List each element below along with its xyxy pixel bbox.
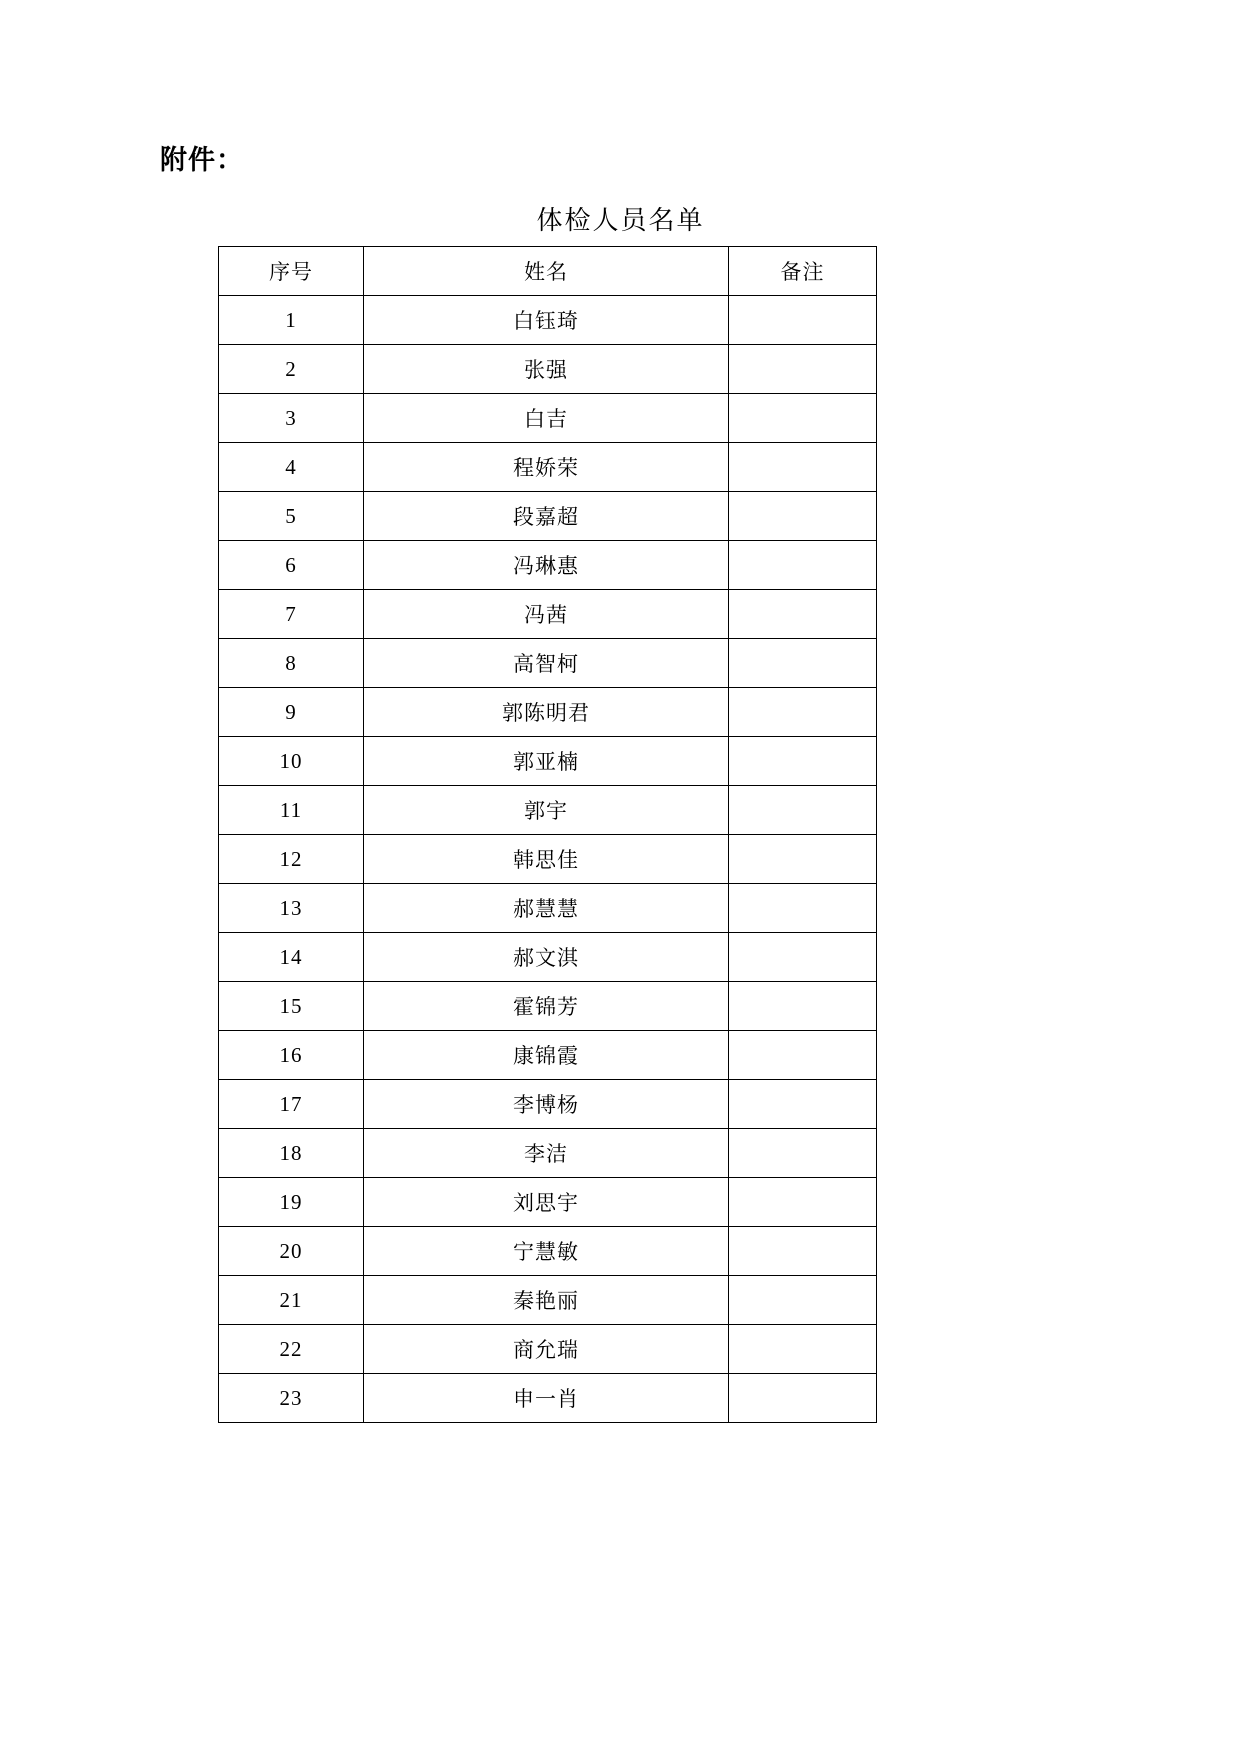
cell-index: 12 <box>219 835 364 884</box>
column-header-index: 序号 <box>219 247 364 296</box>
cell-name: 郭亚楠 <box>364 737 729 786</box>
cell-index: 10 <box>219 737 364 786</box>
page-title: 体检人员名单 <box>536 206 705 235</box>
column-header-name: 姓名 <box>364 247 729 296</box>
cell-note <box>729 1276 877 1325</box>
cell-note <box>729 1325 877 1374</box>
cell-index: 22 <box>219 1325 364 1374</box>
cell-name: 郝慧慧 <box>364 884 729 933</box>
table-row <box>219 884 877 933</box>
cell-note <box>729 1080 877 1129</box>
table-row <box>219 394 877 443</box>
cell-note <box>729 345 877 394</box>
cell-note <box>729 492 877 541</box>
cell-index: 4 <box>219 443 364 492</box>
cell-name: 申一肖 <box>364 1374 729 1423</box>
cell-name: 秦艳丽 <box>364 1276 729 1325</box>
cell-name: 李洁 <box>364 1129 729 1178</box>
cell-name: 白吉 <box>364 394 729 443</box>
attachment-label: 附件： <box>160 145 244 175</box>
cell-name: 宁慧敏 <box>364 1227 729 1276</box>
cell-name: 商允瑞 <box>364 1325 729 1374</box>
cell-index: 7 <box>219 590 364 639</box>
cell-index: 11 <box>219 786 364 835</box>
cell-index: 23 <box>219 1374 364 1423</box>
cell-name: 冯茜 <box>364 590 729 639</box>
cell-note <box>729 933 877 982</box>
table-header-row <box>219 247 877 296</box>
cell-index: 13 <box>219 884 364 933</box>
cell-note <box>729 590 877 639</box>
table-row <box>219 1080 877 1129</box>
cell-name: 郭陈明君 <box>364 688 729 737</box>
cell-index: 3 <box>219 394 364 443</box>
cell-name: 程娇荣 <box>364 443 729 492</box>
cell-name: 康锦霞 <box>364 1031 729 1080</box>
cell-note <box>729 835 877 884</box>
cell-note <box>729 737 877 786</box>
cell-index: 1 <box>219 296 364 345</box>
table-row <box>219 1227 877 1276</box>
cell-note <box>729 296 877 345</box>
cell-note <box>729 1031 877 1080</box>
cell-index: 21 <box>219 1276 364 1325</box>
cell-index: 17 <box>219 1080 364 1129</box>
table-row <box>219 1031 877 1080</box>
cell-index: 19 <box>219 1178 364 1227</box>
cell-index: 15 <box>219 982 364 1031</box>
cell-name: 冯琳惠 <box>364 541 729 590</box>
cell-note <box>729 1129 877 1178</box>
cell-note <box>729 1374 877 1423</box>
cell-name: 高智柯 <box>364 639 729 688</box>
table-row <box>219 688 877 737</box>
cell-index: 5 <box>219 492 364 541</box>
table-row <box>219 1325 877 1374</box>
cell-note <box>729 786 877 835</box>
cell-note <box>729 688 877 737</box>
cell-index: 8 <box>219 639 364 688</box>
table-row <box>219 982 877 1031</box>
cell-note <box>729 884 877 933</box>
cell-name: 郭宇 <box>364 786 729 835</box>
roster-table-container <box>218 246 876 1423</box>
cell-note <box>729 982 877 1031</box>
cell-note <box>729 1178 877 1227</box>
cell-index: 18 <box>219 1129 364 1178</box>
roster-table-body <box>219 296 877 1423</box>
cell-name: 段嘉超 <box>364 492 729 541</box>
table-row <box>219 737 877 786</box>
cell-name: 郝文淇 <box>364 933 729 982</box>
cell-note <box>729 1227 877 1276</box>
cell-note <box>729 394 877 443</box>
column-header-note: 备注 <box>729 247 877 296</box>
cell-index: 2 <box>219 345 364 394</box>
cell-index: 14 <box>219 933 364 982</box>
cell-name: 张强 <box>364 345 729 394</box>
cell-index: 6 <box>219 541 364 590</box>
cell-name: 白钰琦 <box>364 296 729 345</box>
cell-index: 9 <box>219 688 364 737</box>
roster-table <box>218 246 877 1423</box>
table-row <box>219 933 877 982</box>
table-row <box>219 345 877 394</box>
table-row <box>219 541 877 590</box>
table-row <box>219 1276 877 1325</box>
table-row <box>219 1178 877 1227</box>
cell-note <box>729 443 877 492</box>
cell-name: 李博杨 <box>364 1080 729 1129</box>
table-row <box>219 492 877 541</box>
cell-name: 刘思宇 <box>364 1178 729 1227</box>
table-row <box>219 835 877 884</box>
table-row <box>219 786 877 835</box>
cell-note <box>729 639 877 688</box>
cell-index: 20 <box>219 1227 364 1276</box>
cell-index: 16 <box>219 1031 364 1080</box>
cell-note <box>729 541 877 590</box>
table-row <box>219 590 877 639</box>
cell-name: 霍锦芳 <box>364 982 729 1031</box>
table-row <box>219 1374 877 1423</box>
table-row <box>219 639 877 688</box>
table-row <box>219 1129 877 1178</box>
cell-name: 韩思佳 <box>364 835 729 884</box>
table-row <box>219 296 877 345</box>
table-row <box>219 443 877 492</box>
